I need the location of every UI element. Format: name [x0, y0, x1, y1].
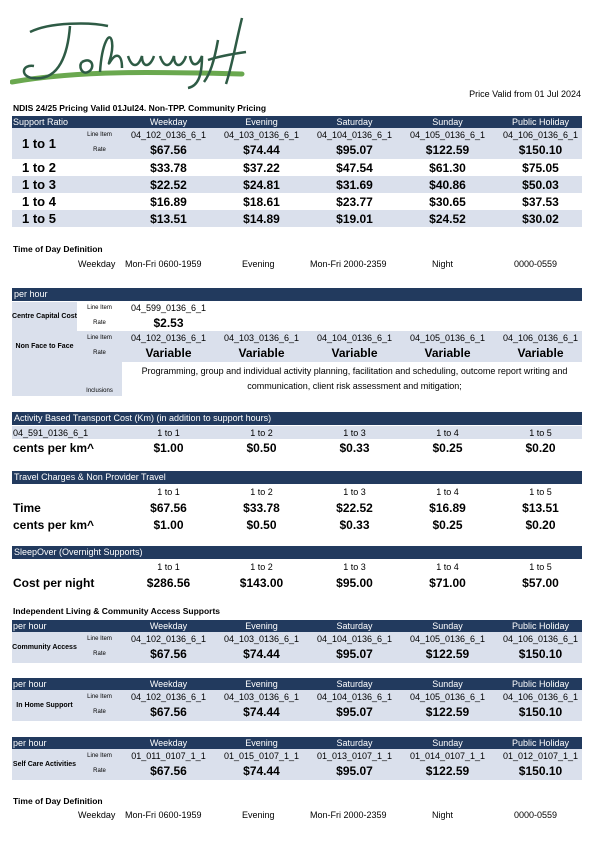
sleepover-ratio-row: [12, 560, 582, 574]
tod-weekday: Weekday: [78, 259, 116, 269]
line-item-code: 01_012_0107_1_1: [502, 750, 579, 761]
rate-value: $95.07: [336, 647, 373, 662]
line-item-code: 04_106_0136_6_1: [502, 129, 579, 140]
line-item-code: 04_104_0136_6_1: [316, 332, 393, 343]
rate-label: Rate: [93, 768, 106, 775]
line-item-label: Line Item: [87, 635, 112, 642]
rate-value: $74.44: [243, 764, 280, 779]
non-face-row: [12, 331, 582, 362]
rate-value: $50.03: [522, 177, 559, 192]
transport-row-label: cents per km^: [13, 441, 95, 455]
tod-weekday-hours: Mon-Fri 0600-1959: [125, 259, 202, 269]
ratio-heading: 1 to 2: [250, 427, 273, 438]
travel-km-label: cents per km^: [13, 517, 95, 532]
rate-value: $95.07: [336, 764, 373, 779]
header-weekday: Weekday: [149, 738, 188, 748]
line-item-code: 01_015_0107_1_1: [223, 750, 300, 761]
rate-value: $30.65: [429, 194, 466, 209]
rate-value: $122.59: [425, 764, 470, 779]
line-item-code: 04_106_0136_6_1: [502, 691, 579, 702]
transport-table: [12, 426, 582, 457]
ilca-header: [12, 678, 582, 690]
rate-value: $16.89: [150, 194, 187, 209]
line-item-code: 04_103_0136_6_1: [223, 129, 300, 140]
ilca-title: Independent Living & Community Access Supports: [13, 606, 221, 616]
line-item-code: 04_105_0136_6_1: [409, 129, 486, 140]
non-face-label: Non Face to Face: [15, 343, 74, 350]
sleepover-table: [12, 560, 582, 592]
rate-value: Variable: [145, 346, 192, 361]
rate-value: $18.61: [243, 194, 280, 209]
rate-value: $1.00: [153, 517, 184, 532]
time-of-day-definitions: [12, 810, 582, 822]
line-item-label: Line Item: [87, 752, 112, 759]
header-sunday: Sunday: [432, 738, 463, 748]
line-item-label: Line Item: [87, 131, 112, 138]
header-sunday: Sunday: [432, 679, 463, 689]
header-saturday: Saturday: [336, 621, 373, 631]
line-item-code: 01_014_0107_1_1: [409, 750, 486, 761]
inclusions-label: Inclusions: [77, 362, 122, 396]
header-weekday: Weekday: [149, 621, 188, 631]
line-item-code: 04_105_0136_6_1: [409, 691, 486, 702]
rate-value: Variable: [331, 346, 378, 361]
line-item-code: 04_105_0136_6_1: [409, 633, 486, 644]
header-saturday: Saturday: [336, 117, 373, 127]
rate-value: $33.78: [150, 160, 187, 175]
ilca-block-self-care: [12, 737, 582, 780]
ratio-label: 1 to 1: [22, 136, 56, 151]
travel-bar: Travel Charges & Non Provider Travel: [12, 471, 582, 484]
rate-value: $33.78: [243, 500, 280, 515]
rate-value: $150.10: [518, 705, 563, 720]
header-saturday: Saturday: [336, 679, 373, 689]
line-item-code: 04_104_0136_6_1: [316, 691, 393, 702]
rate-value: $143.00: [239, 576, 284, 590]
rate-value: $0.33: [339, 517, 370, 532]
rate-label: Rate: [93, 651, 106, 658]
header-support-ratio: Support Ratio: [13, 117, 69, 127]
rate-value: Variable: [424, 346, 471, 361]
rate-value: $0.25: [432, 441, 463, 455]
header-weekday: Weekday: [149, 679, 188, 689]
header-sunday: Sunday: [432, 621, 463, 631]
rate-value: $13.51: [150, 211, 187, 226]
time-of-day-title: Time of Day Definition: [13, 244, 103, 254]
ratio-label: 1 to 4: [22, 194, 56, 209]
header-evening: Evening: [245, 679, 278, 689]
centre-capital-row: [12, 302, 582, 331]
rate-value: $74.44: [243, 143, 280, 158]
rate-value: $0.20: [525, 441, 556, 455]
support-ratio-header: [12, 116, 582, 128]
rate-value: $0.50: [246, 441, 277, 455]
ilca-rates: [12, 690, 582, 721]
ratio-heading: 1 to 4: [436, 427, 459, 438]
rate-value: $71.00: [429, 576, 466, 590]
travel-km-row: [12, 516, 582, 533]
tod-evening: Evening: [242, 810, 275, 820]
rate-value: $286.56: [146, 576, 191, 590]
ratio-heading: 1 to 3: [343, 427, 366, 438]
ratio-heading: 1 to 4: [436, 562, 459, 572]
centre-capital-label: Centre Capital Cost: [12, 302, 77, 331]
travel-time-row: [12, 499, 582, 516]
rate-label: Rate: [93, 319, 106, 326]
ilca-service-label: In Home Support: [16, 702, 73, 709]
line-item-code: 04_102_0136_6_1: [130, 633, 207, 644]
ratio-heading: 1 to 1: [157, 562, 180, 572]
tod-night: Night: [432, 810, 454, 820]
inclusions-row: [12, 362, 582, 396]
line-item-code: 04_102_0136_6_1: [130, 129, 207, 140]
rate-value: $67.56: [150, 143, 187, 158]
rate-value: Variable: [238, 346, 285, 361]
per-hour-bar: per hour: [12, 288, 582, 301]
ratio-heading: 1 to 1: [157, 427, 180, 438]
line-item-code: 04_103_0136_6_1: [223, 332, 300, 343]
tod-evening-hours: Mon-Fri 2000-2359: [310, 810, 387, 820]
rate-label: Rate: [93, 709, 106, 716]
transport-value-row: [12, 439, 582, 457]
line-item-code: 01_011_0107_1_1: [131, 750, 206, 761]
line-item-code: 04_103_0136_6_1: [223, 633, 300, 644]
inclusions-text: Programming, group and individual activity planning, facilitation and scheduling, outcome report writing and communication, client risk assessment and mitigation;: [141, 366, 568, 391]
ilca-header: [12, 620, 582, 632]
transport-ratio-row: [12, 426, 582, 439]
rate-value: $0.33: [339, 441, 370, 455]
header-per-hour: per hour: [13, 621, 47, 631]
price-valid-date: Price Valid from 01 Jul 2024: [469, 89, 581, 99]
ilca-rates: [12, 749, 582, 780]
ilca-block-community-access: [12, 620, 582, 663]
time-of-day-title: Time of Day Definition: [13, 796, 103, 806]
rate-value: $37.53: [522, 194, 559, 209]
rate-value: $0.50: [246, 517, 277, 532]
rate-value: $61.30: [429, 160, 466, 175]
company-logo: [10, 12, 250, 94]
header-sunday: Sunday: [432, 117, 463, 127]
rate-value: $14.89: [243, 211, 280, 226]
inclusions-spacer: [12, 362, 77, 396]
rate-value: $19.01: [336, 211, 373, 226]
header-per-hour: per hour: [13, 738, 47, 748]
ratio-heading: 1 to 3: [343, 487, 366, 497]
rate-value: $67.56: [150, 705, 187, 720]
rate-value: $47.54: [336, 160, 373, 175]
ilca-block-in-home-support: [12, 678, 582, 721]
rate-label: Rate: [93, 147, 106, 154]
travel-ratio-row: [12, 485, 582, 499]
line-item-code: 04_103_0136_6_1: [223, 691, 300, 702]
rate-value: $95.07: [336, 705, 373, 720]
ratio-heading: 1 to 2: [250, 487, 273, 497]
tod-night-hours: 0000-0559: [514, 259, 558, 269]
tod-night-hours: 0000-0559: [514, 810, 558, 820]
rate-value: $1.00: [153, 441, 184, 455]
rate-value: $150.10: [518, 647, 563, 662]
ratio-row-1to1: [12, 128, 582, 159]
ratio-row-1to4: [12, 193, 582, 210]
line-item-code: 04_102_0136_6_1: [130, 332, 207, 343]
rate-label: Rate: [93, 350, 106, 357]
ilca-service-label: Self Care Activities: [12, 761, 77, 768]
ratio-heading: 1 to 5: [529, 427, 552, 438]
travel-table: [12, 485, 582, 533]
header-public-holiday: Public Holiday: [511, 679, 570, 689]
rate-value: $22.52: [150, 177, 187, 192]
transport-bar: Activity Based Transport Cost (Km) (in addition to support hours): [12, 412, 582, 425]
rate-value: $95.07: [336, 143, 373, 158]
header-saturday: Saturday: [336, 738, 373, 748]
transport-code: 04_591_0136_6_1: [13, 427, 89, 438]
rate-value: $37.22: [243, 160, 280, 175]
document-title: NDIS 24/25 Pricing Valid 01Jul24. Non-TPP. Community Pricing: [13, 103, 267, 113]
ratio-label: 1 to 2: [22, 160, 56, 175]
rate-value: $31.69: [336, 177, 373, 192]
line-item-label: Line Item: [87, 693, 112, 700]
ratio-label: 1 to 3: [22, 177, 56, 192]
travel-time-label: Time: [13, 500, 41, 515]
rate-value: $13.51: [522, 500, 559, 515]
rate-value: $67.56: [150, 764, 187, 779]
header-public-holiday: Public Holiday: [511, 117, 570, 127]
ilca-header: [12, 737, 582, 749]
line-item-code: 04_106_0136_6_1: [502, 332, 579, 343]
rate-value: $67.56: [150, 500, 187, 515]
ratio-heading: 1 to 5: [529, 487, 552, 497]
rate-value: $22.52: [336, 500, 373, 515]
rate-value: $40.86: [429, 177, 466, 192]
rate-value: $2.53: [153, 315, 184, 330]
rate-value: $57.00: [522, 576, 559, 590]
line-item-code: 04_104_0136_6_1: [316, 633, 393, 644]
line-item-label: Line Item: [87, 305, 112, 312]
rate-value: $75.05: [522, 160, 559, 175]
tod-weekday: Weekday: [78, 810, 116, 820]
tod-evening-hours: Mon-Fri 2000-2359: [310, 259, 387, 269]
rate-value: $0.25: [432, 517, 463, 532]
ratio-heading: 1 to 3: [343, 562, 366, 572]
rate-value: $150.10: [518, 143, 563, 158]
rate-value: $16.89: [429, 500, 466, 515]
rate-value: $24.52: [429, 211, 466, 226]
rate-value: Variable: [517, 346, 564, 361]
line-item-code: 04_106_0136_6_1: [502, 633, 579, 644]
sleepover-row-label: Cost per night: [13, 576, 95, 590]
header-evening: Evening: [245, 117, 278, 127]
rate-value: $122.59: [425, 647, 470, 662]
line-item-label: Line Item: [87, 334, 112, 341]
header-weekday: Weekday: [149, 117, 188, 127]
ratio-heading: 1 to 2: [250, 562, 273, 572]
line-item-code: 04_105_0136_6_1: [409, 332, 486, 343]
ratio-heading: 1 to 4: [436, 487, 459, 497]
ratio-row-1to5: [12, 210, 582, 227]
rate-value: $74.44: [243, 705, 280, 720]
header-public-holiday: Public Holiday: [511, 738, 570, 748]
ratio-heading: 1 to 5: [529, 562, 552, 572]
per-hour-table: [12, 302, 582, 396]
ratio-row-1to3: [12, 176, 582, 193]
line-item-code: 04_599_0136_6_1: [130, 303, 207, 314]
rate-value: $122.59: [425, 143, 470, 158]
ratio-label: 1 to 5: [22, 211, 56, 226]
time-of-day-definitions: [12, 259, 582, 271]
sleepover-bar: SleepOver (Overnight Supports): [12, 546, 582, 559]
ilca-rates: [12, 632, 582, 663]
support-ratio-table: [12, 116, 582, 227]
tod-weekday-hours: Mon-Fri 0600-1959: [125, 810, 202, 820]
rate-value: $74.44: [243, 647, 280, 662]
sleepover-value-row: [12, 574, 582, 592]
tod-evening: Evening: [242, 259, 275, 269]
header-per-hour: per hour: [13, 679, 47, 689]
header-public-holiday: Public Holiday: [511, 621, 570, 631]
line-item-code: 04_104_0136_6_1: [316, 129, 393, 140]
ratio-heading: 1 to 1: [157, 487, 180, 497]
rate-value: $122.59: [425, 705, 470, 720]
line-item-code: 04_102_0136_6_1: [130, 691, 207, 702]
rate-value: $23.77: [336, 194, 373, 209]
ratio-row-1to2: [12, 159, 582, 176]
header-evening: Evening: [245, 621, 278, 631]
line-item-code: 01_013_0107_1_1: [316, 750, 393, 761]
rate-value: $30.02: [522, 211, 559, 226]
rate-value: $67.56: [150, 647, 187, 662]
header-evening: Evening: [245, 738, 278, 748]
rate-value: $0.20: [525, 517, 556, 532]
ilca-service-label: Community Access: [12, 644, 77, 651]
rate-value: $150.10: [518, 764, 563, 779]
rate-value: $24.81: [243, 177, 280, 192]
rate-value: $95.00: [336, 576, 373, 590]
tod-night: Night: [432, 259, 454, 269]
